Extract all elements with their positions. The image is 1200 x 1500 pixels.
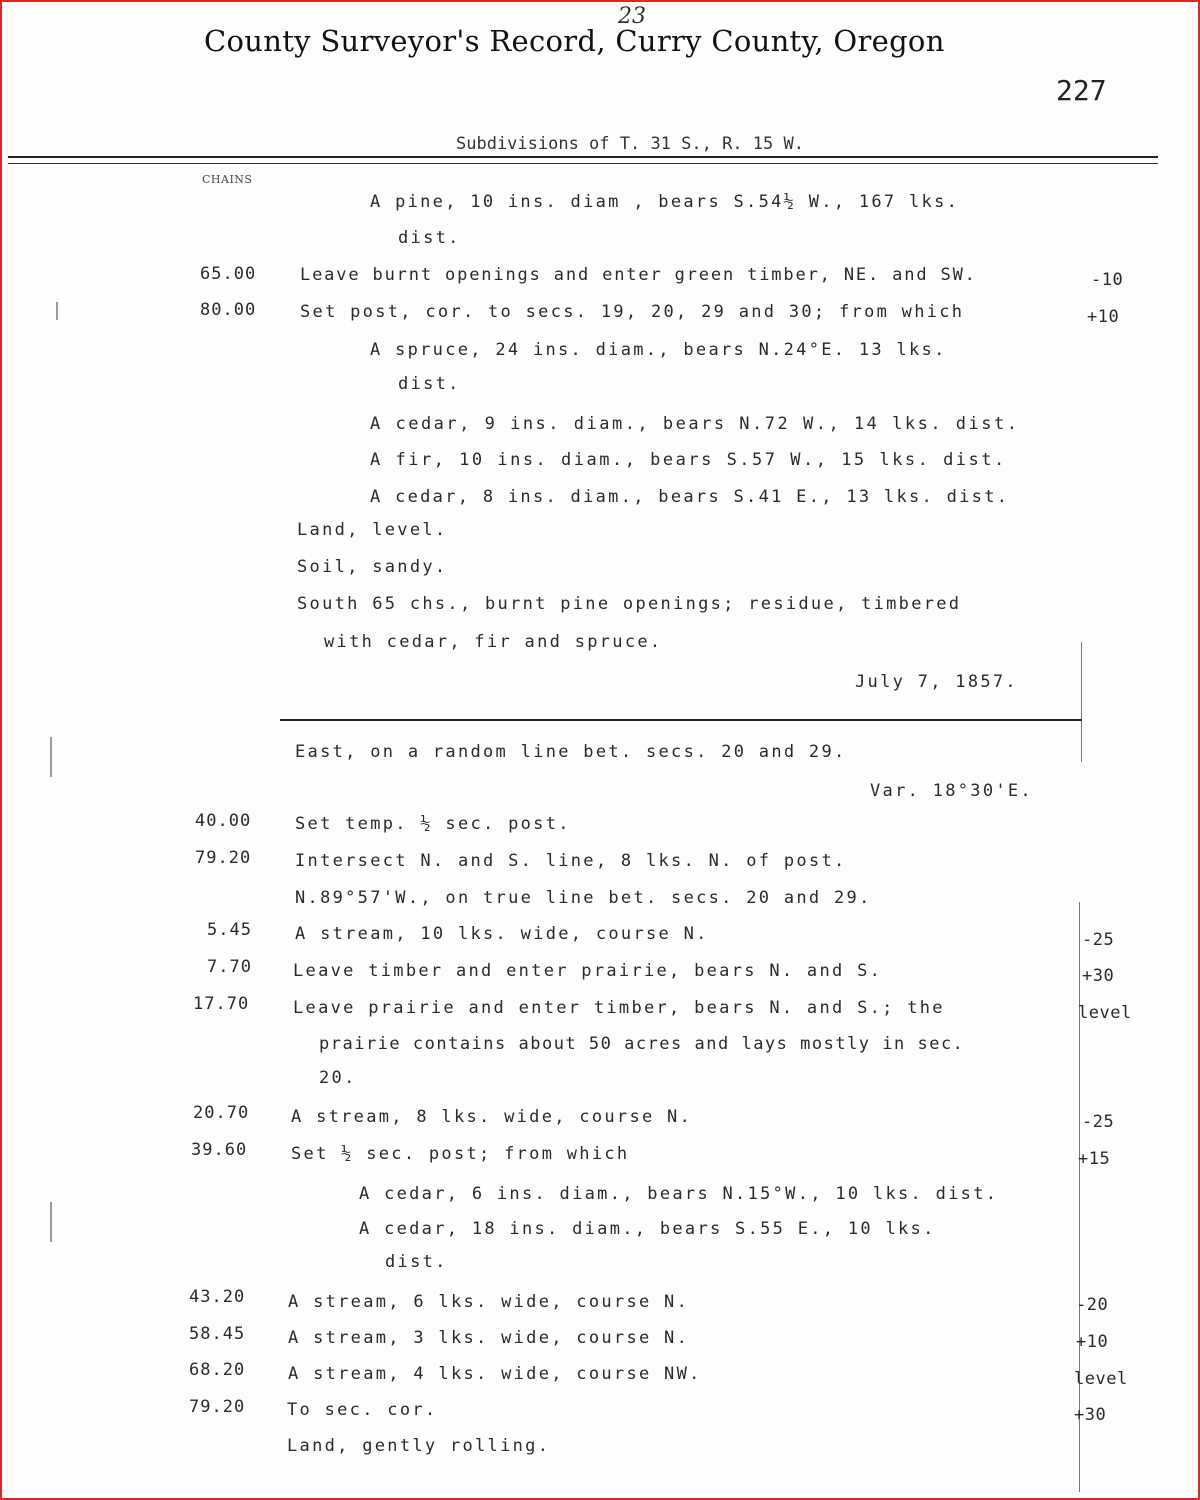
field-note-line: dist. [398,374,461,394]
elevation-change: +10 [1076,1332,1109,1352]
chain-distance: 40.00 [195,811,252,831]
field-note-line: A spruce, 24 ins. diam., bears N.24°E. 13 lks. [370,340,947,360]
elevation-change: +10 [1087,307,1120,327]
field-note-line: A stream, 3 lks. wide, course N. [288,1328,690,1348]
chain-distance: 17.70 [193,994,250,1014]
header-rule-thin [8,163,1158,164]
section-divider [280,719,1082,721]
scan-mark [50,737,52,777]
record-title: County Surveyor's Record, Curry County, Oregon [204,24,945,58]
field-note-line: 20. [319,1068,357,1088]
field-note-line: A stream, 8 lks. wide, course N. [291,1107,693,1127]
scan-mark [56,302,58,320]
chain-distance: 65.00 [200,264,257,284]
field-note-line: A stream, 6 lks. wide, course N. [288,1292,690,1312]
chain-distance: 80.00 [200,300,257,320]
field-note-line: A stream, 10 lks. wide, course N. [295,924,709,944]
elevation-change: level [1074,1369,1128,1389]
field-note-line: Leave prairie and enter timber, bears N. and S.; the [293,998,945,1018]
variation-note: Var. 18°30'E. [870,781,1033,801]
chain-distance: 43.20 [189,1287,246,1307]
scan-mark [50,1202,52,1242]
field-note-line: Intersect N. and S. line, 8 lks. N. of post. [295,851,847,871]
field-note-line: South 65 chs., burnt pine openings; residue, timbered [297,594,962,614]
field-note-line: prairie contains about 50 acres and lays mostly in sec. [319,1034,965,1054]
chain-distance: 5.45 [207,920,252,940]
field-note-line: A cedar, 18 ins. diam., bears S.55 E., 10 lks. [359,1219,936,1239]
field-note-line: Set temp. ½ sec. post. [295,814,571,834]
field-note-line: Set post, cor. to secs. 19, 20, 29 and 30; from which [300,302,965,322]
field-note-line: Soil, sandy. [297,557,448,577]
chain-distance: 20.70 [193,1103,250,1123]
elevation-change: -10 [1091,270,1124,290]
elevation-change: -25 [1082,1112,1115,1132]
chain-distance: 68.20 [189,1360,246,1380]
subdivision-heading: Subdivisions of T. 31 S., R. 15 W. [456,134,804,154]
margin-rule [1079,902,1080,1492]
field-note-line: Land, level. [297,520,448,540]
elevation-change: +30 [1082,966,1115,986]
field-note-line: dist. [385,1252,448,1272]
chain-distance: 79.20 [189,1397,246,1417]
field-note-line: To sec. cor. [287,1400,438,1420]
field-note-line: A cedar, 6 ins. diam., bears N.15°W., 10 lks. dist. [359,1184,999,1204]
header-rule [8,156,1158,158]
elevation-change: level [1078,1003,1132,1023]
elevation-change: +15 [1078,1149,1111,1169]
page-number: 227 [1056,74,1107,107]
margin-rule [1081,642,1082,762]
elevation-change: -20 [1076,1295,1109,1315]
chain-distance: 58.45 [189,1324,246,1344]
field-note-line: A cedar, 8 ins. diam., bears S.41 E., 13 lks. dist. [370,487,1010,507]
field-note-line: with cedar, fir and spruce. [324,632,663,652]
field-note-line: dist. [398,228,461,248]
handwritten-number: 23 [618,4,646,29]
field-note-line: Leave burnt openings and enter green timber, NE. and SW. [300,265,977,285]
chain-distance: 39.60 [191,1140,248,1160]
field-note-line: Land, gently rolling. [287,1436,551,1456]
field-note-line: Leave timber and enter prairie, bears N. and S. [293,961,883,981]
chain-distance: 79.20 [195,848,252,868]
record-date: July 7, 1857. [855,672,1018,692]
field-note-line: A fir, 10 ins. diam., bears S.57 W., 15 lks. dist. [370,450,1007,470]
field-note-line: A stream, 4 lks. wide, course NW. [288,1364,702,1384]
chain-distance: 7.70 [207,957,252,977]
field-note-line: A cedar, 9 ins. diam., bears N.72 W., 14 lks. dist. [370,414,1020,434]
field-note-line: N.89°57'W., on true line bet. secs. 20 and 29. [295,888,872,908]
chains-column-label: CHAINS [202,173,253,186]
field-note-line: Set ½ sec. post; from which [291,1144,630,1164]
elevation-change: +30 [1074,1405,1107,1425]
line-heading: East, on a random line bet. secs. 20 and 29. [295,742,847,762]
elevation-change: -25 [1082,930,1115,950]
field-note-line: A pine, 10 ins. diam , bears S.54½ W., 167 lks. [370,192,960,212]
